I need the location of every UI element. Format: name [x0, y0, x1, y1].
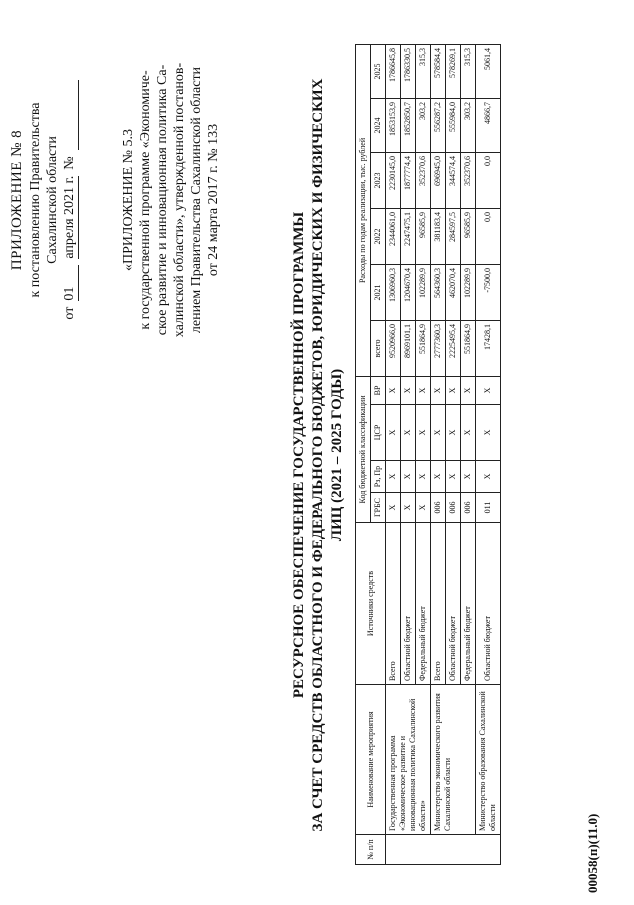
cell-total: 8969101,1 — [401, 320, 416, 376]
cell-vr: Х — [431, 376, 446, 404]
cell-2025: 578269,1 — [446, 44, 461, 98]
number-sign: № — [62, 156, 77, 170]
cell-csr: Х — [386, 405, 401, 461]
cell-num — [386, 835, 501, 865]
th-2024: 2024 — [371, 98, 386, 152]
cell-vr: Х — [446, 376, 461, 404]
cell-source: Всего — [386, 523, 401, 685]
cell-2025: 1786330,5 — [401, 44, 416, 98]
appendix2-block — [120, 35, 222, 365]
cell-2024: 4866,7 — [476, 98, 501, 152]
cell-vr: Х — [461, 376, 476, 404]
cell-vr: Х — [416, 376, 431, 404]
cell-2024: 1852850,7 — [401, 98, 416, 152]
cell-2021: 1306960,3 — [386, 264, 401, 320]
cell-source: Областной бюджет — [446, 523, 461, 685]
cell-source: Областной бюджет — [476, 523, 501, 685]
cell-2025: 5061,4 — [476, 44, 501, 98]
cell-grbs: Х — [416, 493, 431, 523]
cell-2025: 578584,4 — [431, 44, 446, 98]
resource-table — [355, 44, 501, 865]
cell-2023: 352370,6 — [416, 152, 431, 208]
th-2021: 2021 — [371, 264, 386, 320]
cell-total: 2777360,3 — [431, 320, 446, 376]
cell-source: Федеральный бюджет — [461, 523, 476, 685]
cell-2022: 96585,9 — [416, 208, 431, 264]
cell-total: 17428,1 — [476, 320, 501, 376]
th-2023: 2023 — [371, 152, 386, 208]
cell-2022: 0,0 — [476, 208, 501, 264]
cell-2023: 2230145,0 — [386, 152, 401, 208]
cell-total: 551864,9 — [461, 320, 476, 376]
cell-2024: 303,2 — [461, 98, 476, 152]
cell-ministry1: Министерство экономического развития Сахалинской области — [431, 685, 476, 835]
cell-total: 9520966,0 — [386, 320, 401, 376]
cell-csr: Х — [416, 405, 431, 461]
document-title — [290, 45, 347, 865]
appendix2-line1: «ПРИЛОЖЕНИЕ № 5.3 — [121, 129, 136, 271]
cell-2025: 315,3 — [416, 44, 431, 98]
appendix-line1: к постановлению Правительства — [28, 102, 43, 298]
cell-2024: 303,2 — [416, 98, 431, 152]
cell-rzpr: Х — [416, 461, 431, 493]
th-total: всего — [371, 320, 386, 376]
cell-csr: Х — [446, 405, 461, 461]
cell-grbs: 006 — [461, 493, 476, 523]
cell-vr: Х — [386, 376, 401, 404]
title-line1: РЕСУРСНОЕ ОБЕСПЕЧЕНИЕ ГОСУДАРСТВЕННОЙ ПРОГРАММЫ — [291, 211, 307, 699]
cell-source: Федеральный бюджет — [416, 523, 431, 685]
cell-2021: 462070,4 — [446, 264, 461, 320]
cell-2021: 1204670,4 — [401, 264, 416, 320]
th-code-group: Код бюджетной классификации — [356, 376, 371, 522]
cell-2022: 284597,5 — [446, 208, 461, 264]
date-prefix: от — [62, 306, 77, 320]
date-day: 01 — [61, 265, 79, 301]
table-row — [476, 44, 501, 864]
cell-program-name: Государственная программа «Экономическое развитие и инновационная политика Сахалинской области» — [386, 685, 431, 835]
cell-2022: 381183,4 — [431, 208, 446, 264]
cell-2025: 1786645,8 — [386, 44, 401, 98]
cell-csr: Х — [401, 405, 416, 461]
th-2022: 2022 — [371, 208, 386, 264]
cell-2022: 96585,9 — [461, 208, 476, 264]
cell-total: 2225495,4 — [446, 320, 461, 376]
appendix2-line6: от 24 марта 2017 г. № 133 — [206, 123, 221, 277]
appendix2-line5: лением Правительства Сахалинской области — [189, 66, 204, 334]
cell-2022: 2247475,1 — [401, 208, 416, 264]
cell-rzpr: Х — [401, 461, 416, 493]
th-vr: ВР — [371, 376, 386, 404]
cell-2023: 1877774,4 — [401, 152, 416, 208]
cell-grbs: 006 — [431, 493, 446, 523]
cell-total: 551864,9 — [416, 320, 431, 376]
cell-2021: -7500,0 — [476, 264, 501, 320]
appendix2-line3: ское развитие и инновационная политика Са- — [155, 64, 170, 336]
cell-2024: 1853153,9 — [386, 98, 401, 152]
appendix2-line2: к государственной программе «Экономиче- — [138, 70, 153, 330]
appendix2-line4: халинской области», утвержденной постанов- — [172, 62, 187, 338]
table-row — [431, 44, 446, 864]
cell-source: Областной бюджет — [401, 523, 416, 685]
th-expenses-group: Расходы по годам реализации, тыс. рублей — [356, 44, 371, 376]
th-rzpr: Рз, Пр — [371, 461, 386, 493]
cell-rzpr: Х — [431, 461, 446, 493]
cell-csr: Х — [431, 405, 446, 461]
th-grbs: ГРБС — [371, 493, 386, 523]
cell-2025: 315,3 — [461, 44, 476, 98]
th-csr: ЦСР — [371, 405, 386, 461]
cell-rzpr: Х — [461, 461, 476, 493]
appendix-line2: Сахалинской области — [45, 136, 60, 264]
th-num: № п/п — [356, 835, 386, 865]
cell-grbs: Х — [386, 493, 401, 523]
cell-ministry2: Министерство образования Сахалинской области — [476, 685, 501, 835]
title-line2: ЗА СЧЕТ СРЕДСТВ ОБЛАСТНОГО И ФЕДЕРАЛЬНОГО БЮДЖЕТОВ, ЮРИДИЧЕСКИХ И ФИЗИЧЕСКИХ — [310, 78, 326, 832]
cell-csr: Х — [476, 405, 501, 461]
cell-2021: 102289,9 — [461, 264, 476, 320]
cell-rzpr: Х — [476, 461, 501, 493]
cell-2023: 344574,4 — [446, 152, 461, 208]
cell-grbs: 006 — [446, 493, 461, 523]
cell-vr: Х — [401, 376, 416, 404]
cell-vr: Х — [476, 376, 501, 404]
th-source: Источники средств — [356, 523, 386, 685]
title-line3: ЛИЦ (2021 – 2025 ГОДЫ) — [329, 368, 345, 542]
appendix-number: ПРИЛОЖЕНИЕ № 8 — [9, 129, 25, 271]
cell-2023: 696945,0 — [431, 152, 446, 208]
date-month-year: апреля 2021 г. — [62, 175, 77, 259]
cell-2024: 555984,0 — [446, 98, 461, 152]
cell-2021: 564360,3 — [431, 264, 446, 320]
cell-2023: 352370,6 — [461, 152, 476, 208]
cell-2023: 0,0 — [476, 152, 501, 208]
th-name: Наименование мероприятия — [356, 685, 386, 835]
cell-grbs: Х — [401, 493, 416, 523]
cell-rzpr: Х — [446, 461, 461, 493]
cell-source: Всего — [431, 523, 446, 685]
document-code: 00058(п)(11.0) — [585, 813, 600, 893]
cell-2021: 102289,9 — [416, 264, 431, 320]
appendix-date-row — [61, 35, 79, 365]
appendix-block — [8, 35, 79, 365]
cell-csr: Х — [461, 405, 476, 461]
cell-2024: 556287,2 — [431, 98, 446, 152]
table-row — [386, 44, 401, 864]
number-blank — [61, 80, 79, 150]
cell-2022: 2344061,0 — [386, 208, 401, 264]
th-2025: 2025 — [371, 44, 386, 98]
cell-grbs: 011 — [476, 493, 501, 523]
cell-rzpr: Х — [386, 461, 401, 493]
